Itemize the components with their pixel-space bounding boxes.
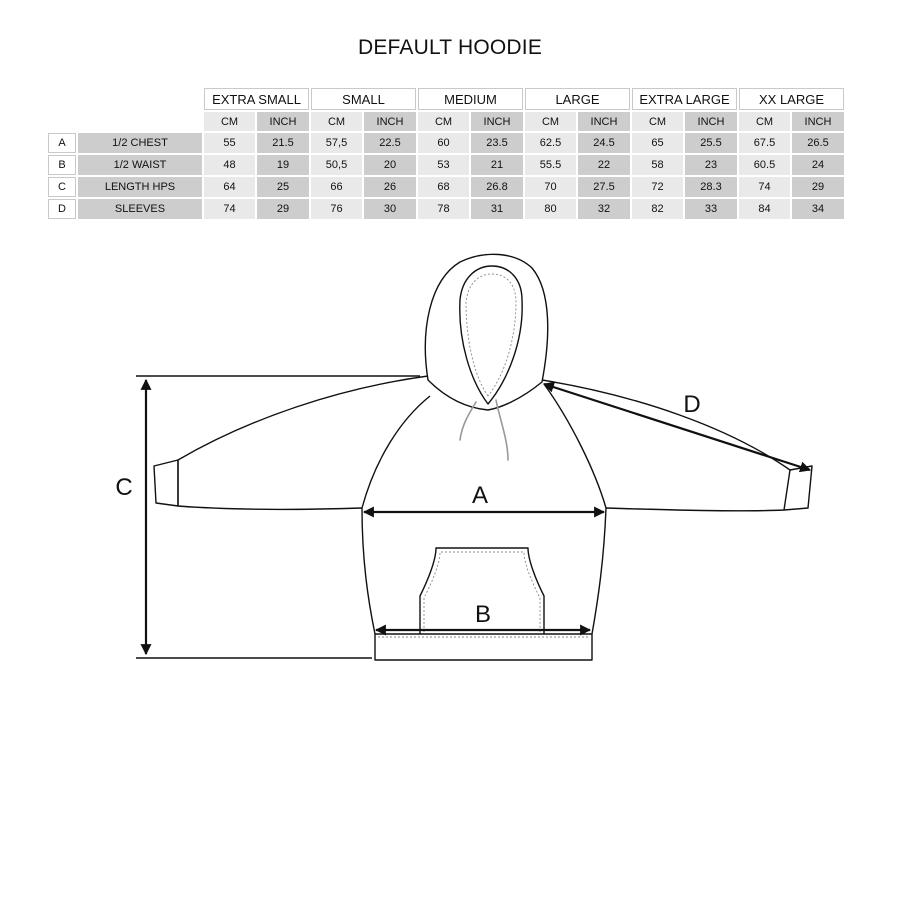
sleeve-arrow: [544, 384, 810, 470]
measurement-name: 1/2 WAIST: [78, 155, 202, 175]
right-drawstring: [496, 400, 508, 460]
value-cell: 60.5: [739, 155, 790, 175]
label-a: A: [471, 482, 489, 509]
row-letter: A: [48, 133, 76, 153]
value-cell: 68: [418, 177, 469, 197]
value-cell: 26.5: [792, 133, 844, 153]
label-c: C: [115, 474, 133, 501]
value-cell: 33: [685, 199, 737, 219]
label-d: D: [683, 391, 701, 418]
row-letter: C: [48, 177, 76, 197]
unit-cm: CM: [739, 112, 790, 131]
value-cell: 58: [632, 155, 683, 175]
value-cell: 53: [418, 155, 469, 175]
unit-cm: CM: [204, 112, 255, 131]
right-cuff-outline: [784, 466, 812, 510]
hood-outline: [425, 254, 547, 410]
value-cell: 50,5: [311, 155, 362, 175]
value-cell: 27.5: [578, 177, 630, 197]
size-header-xl: EXTRA LARGE: [632, 88, 737, 110]
value-cell: 67.5: [739, 133, 790, 153]
unit-inch: INCH: [471, 112, 523, 131]
right-sleeve-outline: [542, 380, 790, 511]
value-cell: 32: [578, 199, 630, 219]
value-cell: 25.5: [685, 133, 737, 153]
size-header-xxl: XX LARGE: [739, 88, 844, 110]
value-cell: 34: [792, 199, 844, 219]
value-cell: 22.5: [364, 133, 416, 153]
value-cell: 19: [257, 155, 309, 175]
row-letter: B: [48, 155, 76, 175]
value-cell: 22: [578, 155, 630, 175]
unit-inch: INCH: [792, 112, 844, 131]
size-header-xs: EXTRA SMALL: [204, 88, 309, 110]
value-cell: 65: [632, 133, 683, 153]
left-cuff-outline: [154, 460, 178, 506]
value-cell: 66: [311, 177, 362, 197]
value-cell: 29: [792, 177, 844, 197]
unit-inch: INCH: [257, 112, 309, 131]
right-raglan-seam: [544, 384, 606, 508]
size-header-m: MEDIUM: [418, 88, 523, 110]
value-cell: 74: [739, 177, 790, 197]
hem-band-outline: [375, 634, 592, 660]
value-cell: 28.3: [685, 177, 737, 197]
value-cell: 25: [257, 177, 309, 197]
value-cell: 62.5: [525, 133, 576, 153]
unit-inch: INCH: [578, 112, 630, 131]
measurement-name: LENGTH HPS: [78, 177, 202, 197]
value-cell: 48: [204, 155, 255, 175]
value-cell: 21.5: [257, 133, 309, 153]
value-cell: 24.5: [578, 133, 630, 153]
unit-inch: INCH: [364, 112, 416, 131]
value-cell: 55: [204, 133, 255, 153]
value-cell: 29: [257, 199, 309, 219]
value-cell: 84: [739, 199, 790, 219]
value-cell: 20: [364, 155, 416, 175]
value-cell: 21: [471, 155, 523, 175]
unit-inch: INCH: [685, 112, 737, 131]
measurement-name: 1/2 CHEST: [78, 133, 202, 153]
value-cell: 60: [418, 133, 469, 153]
unit-cm: CM: [418, 112, 469, 131]
size-header-l: LARGE: [525, 88, 630, 110]
value-cell: 55.5: [525, 155, 576, 175]
value-cell: 23: [685, 155, 737, 175]
value-cell: 72: [632, 177, 683, 197]
value-cell: 23.5: [471, 133, 523, 153]
value-cell: 30: [364, 199, 416, 219]
unit-cm: CM: [632, 112, 683, 131]
unit-cm: CM: [525, 112, 576, 131]
row-letter: D: [48, 199, 76, 219]
left-raglan-seam: [362, 396, 430, 508]
measurement-name: SLEEVES: [78, 199, 202, 219]
value-cell: 24: [792, 155, 844, 175]
value-cell: 57,5: [311, 133, 362, 153]
value-cell: 78: [418, 199, 469, 219]
label-b: B: [474, 601, 492, 628]
value-cell: 74: [204, 199, 255, 219]
value-cell: 70: [525, 177, 576, 197]
value-cell: 64: [204, 177, 255, 197]
value-cell: 80: [525, 199, 576, 219]
value-cell: 26: [364, 177, 416, 197]
value-cell: 26.8: [471, 177, 523, 197]
value-cell: 82: [632, 199, 683, 219]
value-cell: 31: [471, 199, 523, 219]
value-cell: 76: [311, 199, 362, 219]
unit-cm: CM: [311, 112, 362, 131]
chart-title: DEFAULT HOODIE: [357, 36, 543, 59]
size-header-s: SMALL: [311, 88, 416, 110]
